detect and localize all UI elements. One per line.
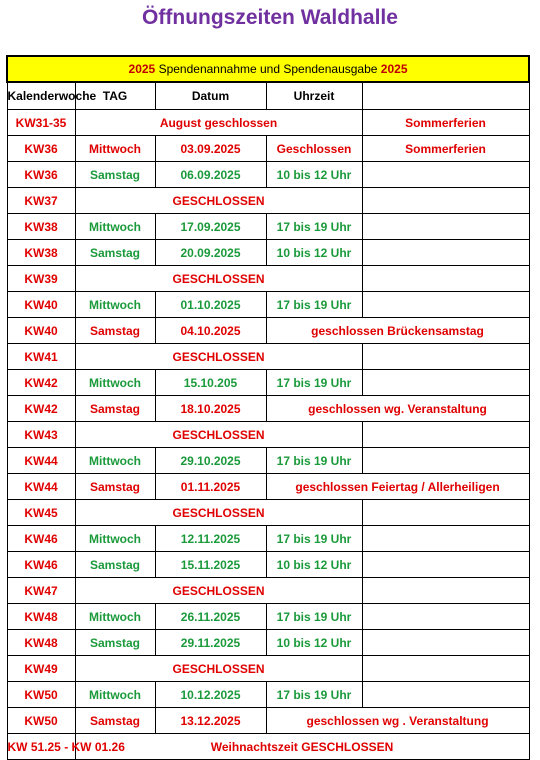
- kw-cell: KW36: [7, 162, 75, 188]
- kw-cell: KW37: [7, 188, 75, 214]
- note-cell: [362, 656, 529, 682]
- table-row: [7, 500, 529, 526]
- kw-cell: KW38: [7, 240, 75, 266]
- note-cell: [362, 552, 529, 578]
- banner-row: [7, 56, 529, 82]
- banner-text: Spendenannahme und Spendenausgabe: [158, 62, 378, 76]
- table-row: [7, 630, 529, 656]
- kw-cell: KW40: [7, 292, 75, 318]
- table-row: [7, 240, 529, 266]
- kw-cell: KW36: [7, 136, 75, 162]
- datum-cell: 04.10.2025: [155, 318, 266, 344]
- table-row: [7, 318, 529, 344]
- table-row: [7, 162, 529, 188]
- banner-cell: [7, 56, 529, 82]
- note-cell: [362, 604, 529, 630]
- page-title: Öffnungszeiten Waldhalle: [142, 6, 398, 29]
- kw-cell: KW48: [7, 630, 75, 656]
- table-row: [7, 578, 529, 604]
- table-row: [7, 188, 529, 214]
- kw-cell: KW 51.25 - KW 01.26: [7, 734, 75, 760]
- schedule-table: [6, 55, 530, 760]
- tag-cell: Mittwoch: [75, 448, 155, 474]
- datum-cell: 06.09.2025: [155, 162, 266, 188]
- uhrzeit-cell: 10 bis 12 Uhr: [266, 552, 362, 578]
- tag-cell: Mittwoch: [75, 292, 155, 318]
- uhrzeit-cell: Geschlossen: [266, 136, 362, 162]
- table-row: [7, 526, 529, 552]
- table-row: [7, 370, 529, 396]
- datum-cell: 20.09.2025: [155, 240, 266, 266]
- tag-cell: Samstag: [75, 552, 155, 578]
- kw-cell: KW45: [7, 500, 75, 526]
- header-uhrzeit: Uhrzeit: [266, 82, 362, 110]
- tag-cell: Samstag: [75, 396, 155, 422]
- status-cell: GESCHLOSSEN: [75, 500, 362, 526]
- tag-cell: Mittwoch: [75, 526, 155, 552]
- datum-cell: 03.09.2025: [155, 136, 266, 162]
- status-cell: GESCHLOSSEN: [75, 578, 362, 604]
- header-kalenderwoche: Kalenderwoche: [7, 82, 75, 110]
- table-row: [7, 708, 529, 734]
- kw-cell: KW40: [7, 318, 75, 344]
- note-cell: [362, 500, 529, 526]
- tag-cell: Samstag: [75, 240, 155, 266]
- note-cell: [362, 370, 529, 396]
- note-cell: [362, 578, 529, 604]
- uhrzeit-cell: 17 bis 19 Uhr: [266, 604, 362, 630]
- uhrzeit-cell: 17 bis 19 Uhr: [266, 292, 362, 318]
- uhrzeit-cell: 17 bis 19 Uhr: [266, 448, 362, 474]
- table-row: [7, 604, 529, 630]
- header-extra: [362, 82, 529, 110]
- note-cell: [362, 630, 529, 656]
- datum-cell: 29.11.2025: [155, 630, 266, 656]
- datum-cell: 13.12.2025: [155, 708, 266, 734]
- datum-cell: 18.10.2025: [155, 396, 266, 422]
- datum-cell: 01.11.2025: [155, 474, 266, 500]
- tag-cell: Mittwoch: [75, 682, 155, 708]
- kw-cell: KW42: [7, 370, 75, 396]
- table-row: [7, 734, 529, 760]
- tag-cell: Mittwoch: [75, 136, 155, 162]
- header-datum: Datum: [155, 82, 266, 110]
- status-cell: GESCHLOSSEN: [75, 266, 362, 292]
- datum-cell: 10.12.2025: [155, 682, 266, 708]
- kw-cell: KW49: [7, 656, 75, 682]
- header-tag: TAG: [75, 82, 155, 110]
- table-row: [7, 292, 529, 318]
- tag-cell: Samstag: [75, 630, 155, 656]
- table-row: [7, 136, 529, 162]
- datum-cell: 29.10.2025: [155, 448, 266, 474]
- note-cell: [362, 240, 529, 266]
- status-cell: GESCHLOSSEN: [75, 188, 362, 214]
- kw-cell: KW50: [7, 708, 75, 734]
- note-cell: [362, 214, 529, 240]
- table-row: [7, 552, 529, 578]
- status-cell: geschlossen wg . Veranstaltung: [266, 708, 529, 734]
- kw-cell: KW46: [7, 526, 75, 552]
- uhrzeit-cell: 17 bis 19 Uhr: [266, 682, 362, 708]
- datum-cell: 15.10.205: [155, 370, 266, 396]
- note-cell: Sommerferien: [362, 136, 529, 162]
- note-cell: [362, 266, 529, 292]
- datum-cell: 01.10.2025: [155, 292, 266, 318]
- banner-year-right: 2025: [380, 62, 408, 76]
- table-row: [7, 396, 529, 422]
- kw-cell: KW39: [7, 266, 75, 292]
- status-cell: GESCHLOSSEN: [75, 344, 362, 370]
- table-row: [7, 110, 529, 136]
- kw-cell: KW31-35: [7, 110, 75, 136]
- table-row: [7, 266, 529, 292]
- status-cell: geschlossen Feiertag / Allerheiligen: [266, 474, 529, 500]
- kw-cell: KW44: [7, 474, 75, 500]
- status-cell: Weihnachtszeit GESCHLOSSEN: [75, 734, 529, 760]
- tag-cell: Mittwoch: [75, 214, 155, 240]
- note-cell: Sommerferien: [362, 110, 529, 136]
- table-row: [7, 474, 529, 500]
- status-cell: geschlossen wg. Veranstaltung: [266, 396, 529, 422]
- uhrzeit-cell: 17 bis 19 Uhr: [266, 214, 362, 240]
- uhrzeit-cell: 17 bis 19 Uhr: [266, 526, 362, 552]
- kw-cell: KW41: [7, 344, 75, 370]
- note-cell: [362, 344, 529, 370]
- kw-cell: KW42: [7, 396, 75, 422]
- tag-cell: Mittwoch: [75, 370, 155, 396]
- status-cell: GESCHLOSSEN: [75, 656, 362, 682]
- datum-cell: 17.09.2025: [155, 214, 266, 240]
- tag-cell: Samstag: [75, 162, 155, 188]
- datum-cell: 26.11.2025: [155, 604, 266, 630]
- status-cell: August geschlossen: [75, 110, 362, 136]
- header-row: [7, 82, 529, 110]
- note-cell: [362, 422, 529, 448]
- note-cell: [362, 448, 529, 474]
- table-row: [7, 448, 529, 474]
- note-cell: [362, 292, 529, 318]
- uhrzeit-cell: 10 bis 12 Uhr: [266, 162, 362, 188]
- note-cell: [362, 526, 529, 552]
- table-row: [7, 344, 529, 370]
- kw-cell: KW48: [7, 604, 75, 630]
- note-cell: [362, 162, 529, 188]
- tag-cell: Samstag: [75, 708, 155, 734]
- tag-cell: Samstag: [75, 318, 155, 344]
- uhrzeit-cell: 10 bis 12 Uhr: [266, 630, 362, 656]
- kw-cell: KW44: [7, 448, 75, 474]
- status-cell: geschlossen Brückensamstag: [266, 318, 529, 344]
- tag-cell: Samstag: [75, 474, 155, 500]
- kw-cell: KW38: [7, 214, 75, 240]
- table-row: [7, 214, 529, 240]
- kw-cell: KW46: [7, 552, 75, 578]
- table-row: [7, 656, 529, 682]
- note-cell: [362, 188, 529, 214]
- table-row: [7, 422, 529, 448]
- note-cell: [362, 682, 529, 708]
- kw-cell: KW47: [7, 578, 75, 604]
- kw-cell: KW50: [7, 682, 75, 708]
- datum-cell: 12.11.2025: [155, 526, 266, 552]
- banner-year-left: 2025: [128, 62, 156, 76]
- table-row: [7, 682, 529, 708]
- kw-cell: KW43: [7, 422, 75, 448]
- uhrzeit-cell: 17 bis 19 Uhr: [266, 370, 362, 396]
- datum-cell: 15.11.2025: [155, 552, 266, 578]
- uhrzeit-cell: 10 bis 12 Uhr: [266, 240, 362, 266]
- tag-cell: Mittwoch: [75, 604, 155, 630]
- status-cell: GESCHLOSSEN: [75, 422, 362, 448]
